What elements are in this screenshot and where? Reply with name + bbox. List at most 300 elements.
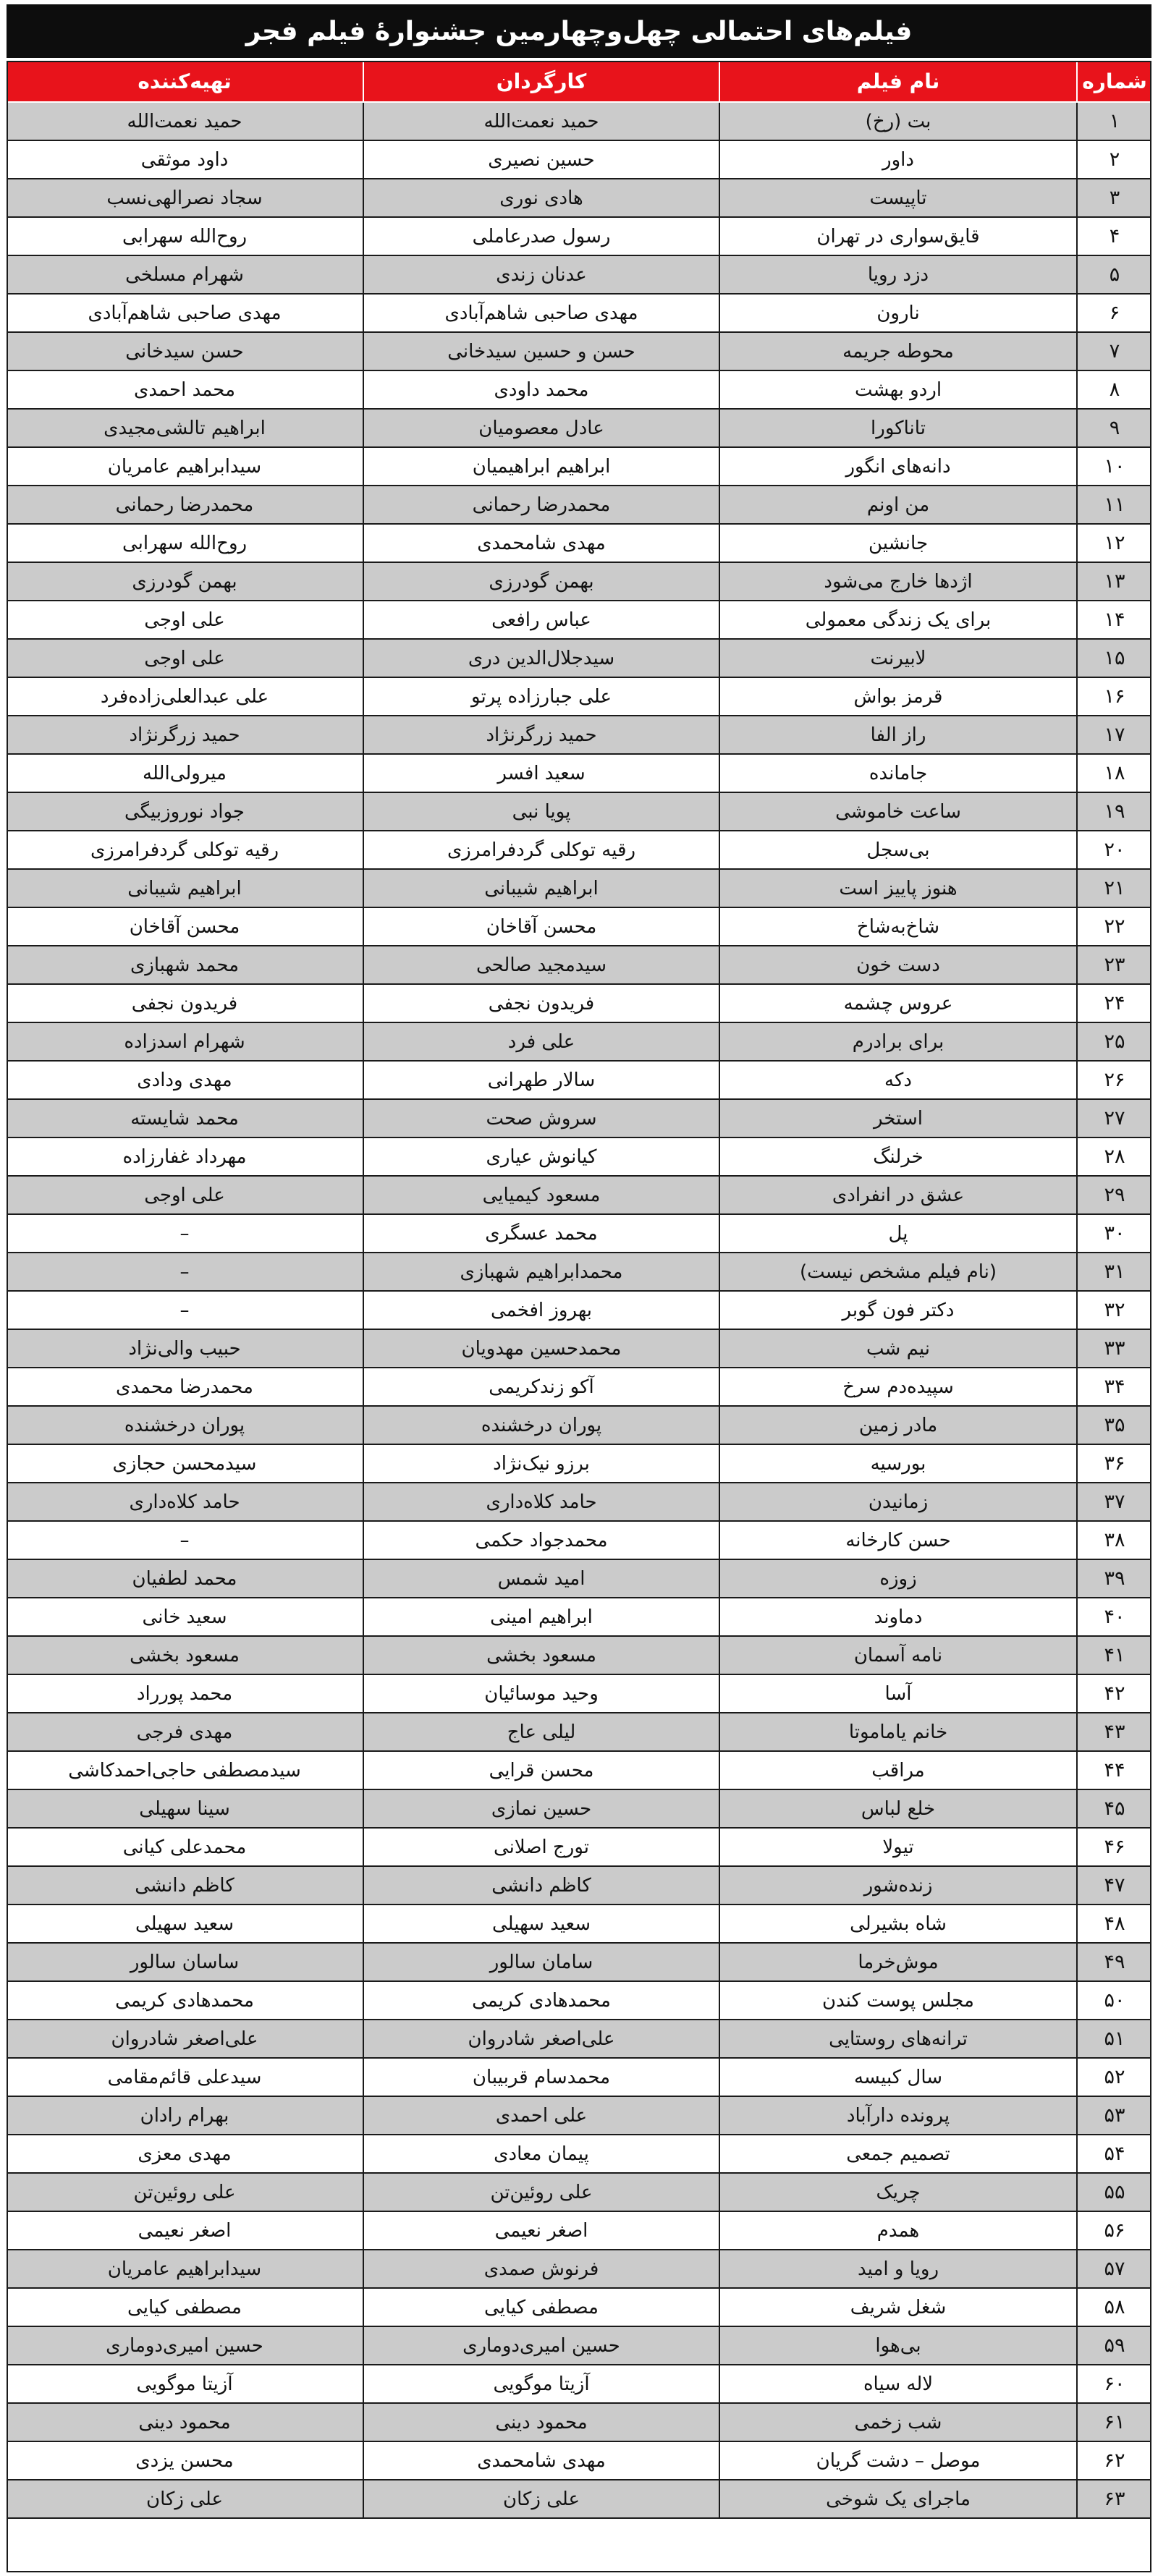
cell-producer: محمدرضا محمدی — [116, 1376, 253, 1398]
cell-number: ۱ — [1076, 103, 1151, 140]
header-film-name: نام فیلم — [719, 61, 1076, 101]
cell-producer: – — [179, 1299, 190, 1321]
cell-producer: محمود دینی — [138, 2411, 231, 2433]
cell-director: سعید سهیلی — [363, 1905, 719, 1942]
cell-number: ۲ — [1076, 141, 1151, 178]
cell-film-name: قایق‌سواری در تهران — [719, 218, 1076, 255]
cell-producer: بهمن گودرزی — [132, 570, 237, 593]
cell-producer: محمدعلی کیانی — [122, 1836, 247, 1858]
cell-film-name: خانم یاماموتا — [719, 1713, 1076, 1750]
cell-producer: حمید زرگرنژاد — [129, 724, 240, 746]
cell-film-name: مراقب — [719, 1752, 1076, 1789]
table-row — [7, 1100, 1151, 1138]
cell-number: ۶ — [1076, 295, 1151, 331]
cell-film-name: من اونم — [719, 486, 1076, 523]
cell-film-name: رویا و امید — [719, 2250, 1076, 2287]
cell-producer: سجاد نصرالهی‌نسب — [106, 187, 263, 209]
cell-producer: اصغر نعیمی — [138, 2219, 232, 2242]
cell-director: فرنوش صمدی — [363, 2250, 719, 2287]
cell-film-name: اردو بهشت — [719, 371, 1076, 408]
cell-film-name: عروس چشمه — [719, 985, 1076, 1022]
cell-film-name: مادر زمین — [719, 1407, 1076, 1444]
cell-producer: ابراهیم شیبانی — [127, 877, 242, 899]
cell-film-name: راز الفا — [719, 716, 1076, 753]
cell-producer: – — [179, 1529, 190, 1551]
cell-director: لیلی عاج — [363, 1713, 719, 1750]
cell-producer: سیدابراهیم عامریان — [107, 2258, 262, 2280]
cell-number: ۴۰ — [1076, 1598, 1151, 1635]
table-row — [7, 1292, 1151, 1330]
cell-director: آکو زندکریمی — [363, 1368, 719, 1405]
cell-director: سیدجلال‌الدین دری — [363, 640, 719, 677]
cell-film-name: ترانه‌های روستایی — [719, 2020, 1076, 2057]
table-row — [7, 410, 1151, 448]
table-row — [7, 2059, 1151, 2097]
cell-producer: علی زکان — [146, 2488, 224, 2510]
cell-director: سامان سالور — [363, 1944, 719, 1980]
table-row — [7, 716, 1151, 755]
cell-film-name: لابیرنت — [719, 640, 1076, 677]
cell-film-name: حسن کارخانه — [719, 1522, 1076, 1559]
cell-producer: علی عبدالعلی‌زاده‌فرد — [100, 685, 269, 708]
cell-number: ۱۲ — [1076, 525, 1151, 562]
cell-producer: حسین امیری‌دوماری — [106, 2334, 263, 2357]
cell-number: ۴۷ — [1076, 1867, 1151, 1904]
cell-number: ۱۴ — [1076, 601, 1151, 638]
cell-producer: علی اوجی — [144, 647, 225, 669]
cell-number: ۱۷ — [1076, 716, 1151, 753]
cell-director: محسن قرایی — [363, 1752, 719, 1789]
cell-film-name: لاله سیاه — [719, 2365, 1076, 2402]
cell-director: علی روئین‌تن — [363, 2174, 719, 2211]
cell-director: محمدابراهیم شهبازی — [363, 1253, 719, 1290]
cell-producer: مهدی فرجی — [136, 1721, 233, 1743]
cell-director: محمد عسگری — [363, 1215, 719, 1252]
cell-director: مسعود بخشی — [363, 1637, 719, 1674]
cell-number: ۲۲ — [1076, 908, 1151, 945]
cell-number: ۳۳ — [1076, 1330, 1151, 1367]
cell-producer: سعید سهیلی — [135, 1912, 234, 1935]
cell-film-name: پل — [719, 1215, 1076, 1252]
table-row — [7, 371, 1151, 410]
header-number: شماره — [1076, 61, 1151, 101]
cell-number: ۷ — [1076, 333, 1151, 370]
cell-film-name: هنوز پاییز است — [719, 870, 1076, 907]
cell-director: ابراهیم شیبانی — [363, 870, 719, 907]
cell-producer: پوران درخشنده — [124, 1414, 245, 1436]
cell-producer: محسن یزدی — [135, 2449, 234, 2472]
cell-film-name: چریک — [719, 2174, 1076, 2211]
cell-film-name: بی‌هوا — [719, 2327, 1076, 2364]
table-row — [7, 448, 1151, 486]
cell-number: ۱۵ — [1076, 640, 1151, 677]
cell-number: ۱۳ — [1076, 563, 1151, 600]
cell-director: حسن و حسین سیدخانی — [363, 333, 719, 370]
cell-film-name: بی‌سجل — [719, 831, 1076, 868]
table-row — [7, 2327, 1151, 2365]
cell-director: برزو نیک‌نژاد — [363, 1445, 719, 1482]
table-row — [7, 2135, 1151, 2174]
cell-film-name: بت (رخ) — [719, 103, 1076, 140]
cell-director: حامد کلاه‌داری — [363, 1483, 719, 1520]
cell-director: عباس رافعی — [363, 601, 719, 638]
cell-film-name: دزد رویا — [719, 256, 1076, 293]
cell-director: محمود دینی — [363, 2404, 719, 2441]
cell-number: ۳۱ — [1076, 1253, 1151, 1290]
table-row — [7, 1407, 1151, 1445]
cell-film-name: تاپیست — [719, 179, 1076, 216]
table-row — [7, 601, 1151, 640]
table-row — [7, 1138, 1151, 1177]
cell-number: ۴۹ — [1076, 1944, 1151, 1980]
table-header — [7, 61, 1151, 101]
cell-producer: علی اوجی — [144, 1184, 225, 1206]
table-row — [7, 1023, 1151, 1062]
cell-director: محمدهادی کریمی — [363, 1982, 719, 2019]
cell-producer: رقیه توکلی گردفرامرزی — [90, 839, 279, 861]
table-row — [7, 563, 1151, 601]
table-row — [7, 640, 1151, 678]
cell-film-name: نامه آسمان — [719, 1637, 1076, 1674]
cell-director: علی‌اصغر شادروان — [363, 2020, 719, 2057]
cell-producer: مهدی ودادی — [137, 1069, 232, 1091]
cell-producer: فریدون نجفی — [131, 992, 238, 1014]
table-row — [7, 1445, 1151, 1483]
cell-producer: بهرام رادان — [140, 2104, 229, 2127]
cell-director: سیدمجید صالحی — [363, 946, 719, 983]
table-row — [7, 295, 1151, 333]
cell-film-name: شاه بشیرلی — [719, 1905, 1076, 1942]
table-row — [7, 908, 1151, 946]
cell-film-name: سال کبیسه — [719, 2059, 1076, 2096]
cell-producer: کاظم دانشی — [135, 1874, 234, 1897]
table-row — [7, 1177, 1151, 1215]
cell-director: بهروز افخمی — [363, 1292, 719, 1329]
cell-producer: سعید خانی — [142, 1606, 227, 1628]
table-row — [7, 1483, 1151, 1522]
table-row — [7, 1253, 1151, 1292]
cell-director: بهمن گودرزی — [363, 563, 719, 600]
table-row — [7, 2404, 1151, 2442]
cell-number: ۵۳ — [1076, 2097, 1151, 2134]
cell-director: عادل معصومیان — [363, 410, 719, 446]
cell-film-name: دکتر فون گوبر — [719, 1292, 1076, 1329]
cell-film-name: تاناکورا — [719, 410, 1076, 446]
cell-director: اصغر نعیمی — [363, 2212, 719, 2249]
cell-director: رسول صدرعاملی — [363, 218, 719, 255]
cell-producer: سیدابراهیم عامریان — [107, 455, 262, 478]
cell-producer: روح‌الله سهرابی — [122, 532, 248, 554]
cell-director: مهدی شامحمدی — [363, 2442, 719, 2479]
cell-number: ۸ — [1076, 371, 1151, 408]
cell-number: ۴۲ — [1076, 1675, 1151, 1712]
cell-director: مسعود کیمیایی — [363, 1177, 719, 1213]
cell-director: علی فرد — [363, 1023, 719, 1060]
cell-number: ۵۹ — [1076, 2327, 1151, 2364]
cell-director: محمدحسین مهدویان — [363, 1330, 719, 1367]
cell-producer: ابراهیم تالشی‌مجیدی — [103, 417, 266, 439]
cell-director: رقیه توکلی گردفرامرزی — [363, 831, 719, 868]
cell-producer: – — [179, 1222, 190, 1245]
cell-director: محمدسام قربیبان — [363, 2059, 719, 2096]
cell-film-name: موصل – دشت گریان — [719, 2442, 1076, 2479]
cell-director: محمدجواد حکمی — [363, 1522, 719, 1559]
cell-number: ۳۴ — [1076, 1368, 1151, 1405]
cell-director: محمدرضا رحمانی — [363, 486, 719, 523]
cell-number: ۲۶ — [1076, 1062, 1151, 1098]
cell-film-name: نارون — [719, 295, 1076, 331]
cell-producer: علی‌اصغر شادروان — [111, 2028, 258, 2050]
cell-producer: محمد احمدی — [134, 378, 235, 401]
cell-director: سروش صحت — [363, 1100, 719, 1137]
cell-film-name: زوزه — [719, 1560, 1076, 1597]
cell-director: کاظم دانشی — [363, 1867, 719, 1904]
cell-director: عدنان زندی — [363, 256, 719, 293]
cell-number: ۱۶ — [1076, 678, 1151, 715]
cell-film-name: زنده‌شور — [719, 1867, 1076, 1904]
table-row — [7, 1368, 1151, 1407]
cell-film-name: زمانیدن — [719, 1483, 1076, 1520]
cell-producer: سینا سهیلی — [139, 1797, 230, 1820]
cell-producer: علی روئین‌تن — [133, 2181, 236, 2203]
cell-producer: سیدعلی قائم‌مقامی — [107, 2066, 262, 2088]
cell-number: ۴۵ — [1076, 1790, 1151, 1827]
cell-director: فریدون نجفی — [363, 985, 719, 1022]
cell-director: حسین نصیری — [363, 141, 719, 178]
cell-director: ابراهیم ابراهیمیان — [363, 448, 719, 485]
cell-number: ۳۸ — [1076, 1522, 1151, 1559]
cell-film-name: نیم شب — [719, 1330, 1076, 1367]
cell-film-name: خلع لباس — [719, 1790, 1076, 1827]
cell-film-name: داور — [719, 141, 1076, 178]
table-row — [7, 831, 1151, 870]
cell-number: ۲۴ — [1076, 985, 1151, 1022]
cell-director: علی احمدی — [363, 2097, 719, 2134]
table-row — [7, 678, 1151, 716]
cell-number: ۶۰ — [1076, 2365, 1151, 2402]
cell-producer: داود موثقی — [140, 148, 229, 171]
table-row — [7, 1905, 1151, 1944]
cell-number: ۴۶ — [1076, 1829, 1151, 1865]
cell-number: ۵۷ — [1076, 2250, 1151, 2287]
cell-producer: حبیب والی‌نژاد — [128, 1337, 241, 1360]
cell-number: ۴ — [1076, 218, 1151, 255]
table-row — [7, 1982, 1151, 2020]
cell-producer: مهرداد غفارزاده — [122, 1145, 247, 1168]
table-row — [7, 1944, 1151, 1982]
table-row — [7, 2289, 1151, 2327]
cell-number: ۲۸ — [1076, 1138, 1151, 1175]
table-row — [7, 179, 1151, 218]
table-row — [7, 1062, 1151, 1100]
cell-film-name: برای برادرم — [719, 1023, 1076, 1060]
cell-film-name: شب زخمی — [719, 2404, 1076, 2441]
table-row — [7, 1215, 1151, 1253]
cell-director: محمد داودی — [363, 371, 719, 408]
table-row — [7, 1598, 1151, 1637]
cell-number: ۵۲ — [1076, 2059, 1151, 2096]
cell-film-name: شاخ‌به‌شاخ — [719, 908, 1076, 945]
cell-film-name: برای یک زندگی معمولی — [719, 601, 1076, 638]
table-row — [7, 793, 1151, 831]
cell-number: ۱۱ — [1076, 486, 1151, 523]
cell-film-name: مجلس پوست کندن — [719, 1982, 1076, 2019]
table-row — [7, 1675, 1151, 1713]
cell-film-name: پرونده دارآباد — [719, 2097, 1076, 2134]
table-body — [7, 103, 1151, 2519]
cell-number: ۳۶ — [1076, 1445, 1151, 1482]
cell-director: حمید زرگرنژاد — [363, 716, 719, 753]
cell-number: ۲۷ — [1076, 1100, 1151, 1137]
cell-film-name: جامانده — [719, 755, 1076, 792]
cell-film-name: بورسیه — [719, 1445, 1076, 1482]
table-row — [7, 2250, 1151, 2289]
cell-number: ۵ — [1076, 256, 1151, 293]
table-row — [7, 486, 1151, 525]
cell-director: مهدی صاحبی شاهم‌آبادی — [363, 295, 719, 331]
cell-film-name: جانشین — [719, 525, 1076, 562]
cell-number: ۳ — [1076, 179, 1151, 216]
cell-film-name: آسا — [719, 1675, 1076, 1712]
table-row — [7, 2212, 1151, 2250]
cell-number: ۳۰ — [1076, 1215, 1151, 1252]
cell-number: ۳۲ — [1076, 1292, 1151, 1329]
cell-director: آزیتا موگویی — [363, 2365, 719, 2402]
cell-director: سالار طهرانی — [363, 1062, 719, 1098]
table-row — [7, 103, 1151, 141]
table-row — [7, 256, 1151, 295]
cell-film-name: شغل شریف — [719, 2289, 1076, 2326]
cell-producer: محسن آقاخان — [129, 915, 240, 938]
cell-director: مصطفی کیایی — [363, 2289, 719, 2326]
cell-director: تورج اصلانی — [363, 1829, 719, 1865]
header-director: کارگردان — [363, 61, 719, 101]
cell-producer: مصطفی کیایی — [127, 2296, 242, 2318]
cell-director: علی زکان — [363, 2480, 719, 2517]
cell-producer: حسن سیدخانی — [125, 340, 244, 363]
cell-director: حمید نعمت‌الله — [363, 103, 719, 140]
cell-producer: حمید نعمت‌الله — [127, 110, 242, 132]
table-row — [7, 985, 1151, 1023]
table-row — [7, 333, 1151, 371]
cell-film-name: همدم — [719, 2212, 1076, 2249]
table-row — [7, 1867, 1151, 1905]
cell-producer: آزیتا موگویی — [136, 2373, 233, 2395]
cell-producer: محمد پورراد — [136, 1682, 233, 1705]
cell-director: محسن آقاخان — [363, 908, 719, 945]
cell-number: ۶۲ — [1076, 2442, 1151, 2479]
table-row — [7, 2480, 1151, 2519]
cell-number: ۵۸ — [1076, 2289, 1151, 2326]
table-row — [7, 946, 1151, 985]
cell-number: ۵۴ — [1076, 2135, 1151, 2172]
cell-number: ۴۸ — [1076, 1905, 1151, 1942]
cell-film-name: عشق در انفرادی — [719, 1177, 1076, 1213]
cell-film-name: ماجرای یک شوخی — [719, 2480, 1076, 2517]
cell-number: ۶۱ — [1076, 2404, 1151, 2441]
cell-number: ۵۶ — [1076, 2212, 1151, 2249]
cell-producer: علی اوجی — [144, 609, 225, 631]
cell-producer: ساسان سالور — [130, 1951, 240, 1973]
table-row — [7, 2365, 1151, 2404]
cell-film-name: ساعت خاموشی — [719, 793, 1076, 830]
cell-producer: مسعود بخشی — [130, 1644, 240, 1666]
cell-film-name: دماوند — [719, 1598, 1076, 1635]
table-row — [7, 2097, 1151, 2135]
table-title: فیلم‌های احتمالی چهل‌وچهارمین جشنوارهٔ فیلم فجر — [7, 4, 1151, 58]
cell-number: ۹ — [1076, 410, 1151, 446]
cell-producer: شهرام اسدزاده — [124, 1030, 245, 1053]
cell-producer: حامد کلاه‌داری — [129, 1491, 240, 1513]
cell-number: ۲۵ — [1076, 1023, 1151, 1060]
cell-director: پوران درخشنده — [363, 1407, 719, 1444]
cell-number: ۱۸ — [1076, 755, 1151, 792]
table-row — [7, 755, 1151, 793]
cell-director: هادی نوری — [363, 179, 719, 216]
cell-number: ۲۰ — [1076, 831, 1151, 868]
table-row — [7, 525, 1151, 563]
cell-film-name: قرمز بواش — [719, 678, 1076, 715]
table-row — [7, 1560, 1151, 1598]
cell-number: ۳۹ — [1076, 1560, 1151, 1597]
cell-number: ۲۳ — [1076, 946, 1151, 983]
cell-director: پیمان معادی — [363, 2135, 719, 2172]
table-row — [7, 1637, 1151, 1675]
header-producer: تهیه‌کننده — [138, 69, 232, 93]
cell-producer: میرولی‌الله — [143, 762, 227, 784]
table-row — [7, 1752, 1151, 1790]
cell-director: علی جبارزاده پرتو — [363, 678, 719, 715]
cell-number: ۳۷ — [1076, 1483, 1151, 1520]
cell-film-name: دکه — [719, 1062, 1076, 1098]
cell-director: سعید افسر — [363, 755, 719, 792]
cell-number: ۴۴ — [1076, 1752, 1151, 1789]
cell-director: حسین نمازی — [363, 1790, 719, 1827]
cell-director: پویا نبی — [363, 793, 719, 830]
cell-producer: مهدی معزی — [138, 2143, 232, 2165]
table-row — [7, 1522, 1151, 1560]
cell-number: ۵۵ — [1076, 2174, 1151, 2211]
table-row — [7, 1713, 1151, 1752]
cell-producer: شهرام مسلخی — [125, 263, 244, 286]
cell-producer: جواد نوروزبیگی — [124, 800, 245, 823]
cell-film-name: سپیده‌دم سرخ — [719, 1368, 1076, 1405]
cell-film-name: اژدها خارج می‌شود — [719, 563, 1076, 600]
cell-film-name: استخر — [719, 1100, 1076, 1137]
cell-number: ۲۱ — [1076, 870, 1151, 907]
cell-producer: روح‌الله سهرابی — [122, 225, 248, 247]
cell-film-name: موش‌خرما — [719, 1944, 1076, 1980]
cell-film-name: تصمیم جمعی — [719, 2135, 1076, 2172]
cell-film-name: تیولا — [719, 1829, 1076, 1865]
table-row — [7, 2020, 1151, 2059]
cell-number: ۱۹ — [1076, 793, 1151, 830]
table-row — [7, 1829, 1151, 1867]
cell-number: ۲۹ — [1076, 1177, 1151, 1213]
cell-number: ۴۳ — [1076, 1713, 1151, 1750]
cell-film-name: دانه‌های انگور — [719, 448, 1076, 485]
cell-director: وحید موسائیان — [363, 1675, 719, 1712]
cell-director: امید شمس — [363, 1560, 719, 1597]
cell-film-name: دست خون — [719, 946, 1076, 983]
cell-producer: مهدی صاحبی شاهم‌آبادی — [88, 302, 282, 324]
table-row — [7, 2174, 1151, 2212]
cell-producer: محمدرضا رحمانی — [115, 493, 254, 516]
cell-number: ۶۳ — [1076, 2480, 1151, 2517]
table-row — [7, 141, 1151, 179]
table-row — [7, 1330, 1151, 1368]
cell-number: ۳۵ — [1076, 1407, 1151, 1444]
